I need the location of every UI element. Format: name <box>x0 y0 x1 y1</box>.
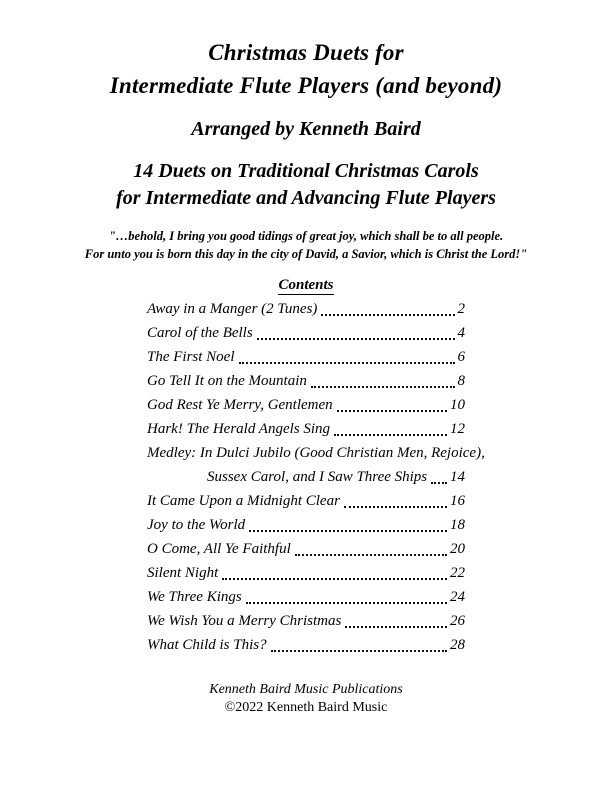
toc-entry <box>147 465 465 489</box>
toc-page-number: 6 <box>457 349 465 365</box>
toc-page-number: 20 <box>450 541 465 557</box>
toc-page-number: 10 <box>450 397 465 413</box>
copyright-line: ©2022 Kenneth Baird Music <box>224 700 388 715</box>
toc-entry-title: Hark! The Herald Angels Sing <box>147 421 331 437</box>
toc-entry-title: Medley: In Dulci Jubilo (Good Christian Men, Rejoice), <box>147 445 485 461</box>
arranger-line: Arranged by Kenneth Baird <box>191 118 421 140</box>
toc-leader-dots <box>257 338 455 340</box>
toc-entry-title: It Came Upon a Midnight Clear <box>147 493 340 509</box>
toc-entry <box>147 441 485 465</box>
toc-entry <box>147 489 465 513</box>
title-line-2: Intermediate Flute Players (and beyond) <box>109 73 503 98</box>
toc-entry <box>147 585 465 609</box>
subtitle <box>0 158 612 212</box>
page-footer <box>0 681 612 717</box>
toc-leader-dots <box>431 482 447 484</box>
toc-page-number: 2 <box>457 301 465 317</box>
toc-leader-dots <box>345 626 447 628</box>
subtitle-line-1: 14 Duets on Traditional Christmas Carols <box>133 160 479 182</box>
toc-entry <box>147 609 465 633</box>
toc-page-number: 14 <box>450 469 465 485</box>
toc-leader-dots <box>239 362 455 364</box>
toc-page-number: 4 <box>457 325 465 341</box>
toc-leader-dots <box>271 650 447 652</box>
toc-page-number: 24 <box>450 589 465 605</box>
toc-entry <box>147 321 465 345</box>
toc-entry-title: Go Tell It on the Mountain <box>147 373 307 389</box>
toc-entry-title: The First Noel <box>147 349 235 365</box>
toc-leader-dots <box>334 434 447 436</box>
toc-leader-dots <box>295 554 447 556</box>
quote-line-1: "…behold, I bring you good tidings of great joy, which shall be to all people. <box>108 229 504 243</box>
toc-leader-dots <box>246 602 447 604</box>
toc-leader-dots <box>344 506 447 508</box>
toc-entry-title: Sussex Carol, and I Saw Three Ships <box>207 469 428 485</box>
toc-entry-title: Silent Night <box>147 565 219 581</box>
toc-leader-dots <box>249 530 447 532</box>
contents-heading <box>0 276 612 295</box>
toc-entry-title: God Rest Ye Merry, Gentlemen <box>147 397 333 413</box>
toc-entry <box>147 513 465 537</box>
toc-page-number: 22 <box>450 565 465 581</box>
toc-entry <box>147 297 465 321</box>
page-title <box>0 0 612 102</box>
toc-entry <box>147 633 465 657</box>
toc-page-number: 18 <box>450 517 465 533</box>
toc-entry-title: Away in a Manger (2 Tunes) <box>147 301 318 317</box>
toc-page-number: 28 <box>450 637 465 653</box>
publisher-line: Kenneth Baird Music Publications <box>209 682 403 697</box>
toc-entry <box>147 537 465 561</box>
toc-entry-title: Carol of the Bells <box>147 325 253 341</box>
toc-entry-title: We Wish You a Merry Christmas <box>147 613 342 629</box>
toc-list <box>147 297 485 657</box>
title-line-1: Christmas Duets for <box>208 40 404 65</box>
quote-line-2: For unto you is born this day in the city of David, a Savior, which is Christ the Lord!" <box>84 246 528 261</box>
toc-entry <box>147 417 465 441</box>
toc-entry-title: We Three Kings <box>147 589 242 605</box>
toc-leader-dots <box>222 578 447 580</box>
toc-leader-dots <box>337 410 447 412</box>
toc-page-number: 8 <box>457 373 465 389</box>
toc-page-number: 16 <box>450 493 465 509</box>
toc-entry <box>147 369 465 393</box>
toc-entry-title: O Come, All Ye Faithful <box>147 541 291 557</box>
toc-entry <box>147 561 465 585</box>
contents-heading-text: Contents <box>278 277 334 293</box>
toc-entry-title: What Child is This? <box>147 637 267 653</box>
toc-page-number: 26 <box>450 613 465 629</box>
subtitle-line-2: for Intermediate and Advancing Flute Players <box>116 187 496 209</box>
toc-page-number: 12 <box>450 421 465 437</box>
toc-leader-dots <box>321 314 454 316</box>
toc-entry <box>147 345 465 369</box>
scripture-quote <box>0 228 612 263</box>
toc-entry <box>147 393 465 417</box>
toc-entry-title: Joy to the World <box>147 517 246 533</box>
toc-leader-dots <box>311 386 455 388</box>
